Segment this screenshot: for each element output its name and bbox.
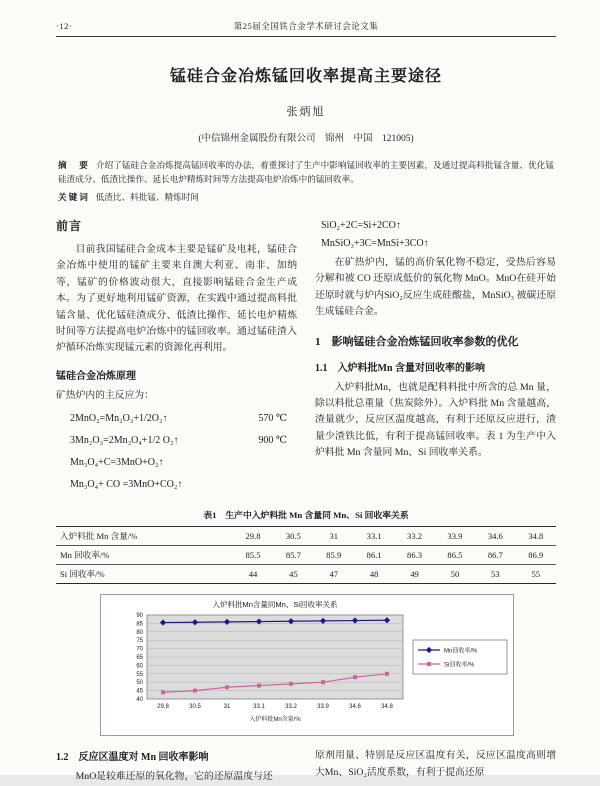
table-cell: 49 <box>394 565 434 584</box>
equation-row <box>56 408 297 430</box>
equation-formula: MnSiO₃+3C=MnSi+3CO↑ <box>321 238 429 249</box>
equation-formula: Mn₃O₄+ CO =3MnO+CO₂↑ <box>70 479 183 491</box>
equation-formula: 3Mn₂O₃=2Mn₃O₄+1/2 O₂↑ <box>70 435 179 447</box>
bottom-right-column <box>315 748 556 785</box>
table-cell: 31 <box>329 531 339 542</box>
right-column <box>315 217 556 496</box>
table-cell: 30.5 <box>285 531 301 542</box>
data-table-body <box>56 527 556 584</box>
section1-1-paragraph: 入炉料批Mn，也就是配料料批中所含的总 Mn 量，除以料批总重量（焦炭除外）。入炉料批 Mn 含量越高，渣量就少，反应区温度越高，有利于还原反应进行，渣量少渣铁比低，有利于提高锰回收率。表 1 为生产中入炉料批 Mn 含量同 Mn、Si 回收率关系。 <box>315 381 556 459</box>
principle-paragraph: 在矿热炉内，锰的高价氧化物不稳定，受热后容易分解和被 CO 还原成低价的氧化物 MnO。MnO在硅开始还原时就与炉内SiO₂反应生成硅酸盐，MnSiO₃ 被碳还原生成锰硅合金。 <box>315 257 556 318</box>
equation-formula: Mn₃O₄+C=3MnO+O₂↑ <box>70 457 164 469</box>
equation-temperature: 570 ℃ <box>258 413 287 425</box>
svg-text:60: 60 <box>136 663 143 670</box>
section1-2-heading: 1.2 反应区温度对 Mn 回收率影响 <box>56 752 209 764</box>
table-row <box>56 565 556 584</box>
table-cell: 85.9 <box>314 546 354 565</box>
svg-text:90: 90 <box>136 613 143 620</box>
chart-svg <box>100 594 514 736</box>
svg-text:33.1: 33.1 <box>253 704 265 711</box>
svg-text:50: 50 <box>136 680 143 687</box>
table-cell: 29.8 <box>245 531 261 542</box>
table-cell: 85.5 <box>233 546 273 565</box>
svg-text:34.6: 34.6 <box>349 704 361 711</box>
table-cell: 50 <box>435 565 475 584</box>
table-cell: 86.1 <box>354 546 394 565</box>
svg-text:30.5: 30.5 <box>189 704 201 711</box>
svg-text:45: 45 <box>136 688 143 695</box>
page-number: ·12· <box>56 21 73 31</box>
table-row-label: Mn 回收率/% <box>56 546 233 565</box>
table-cell: 33.1 <box>366 531 382 542</box>
two-column-body <box>56 217 556 496</box>
bottom-two-column <box>56 748 556 785</box>
svg-text:33.2: 33.2 <box>285 704 297 711</box>
svg-text:Mn回收率/%: Mn回收率/% <box>444 648 478 655</box>
author-name: 张炳旭 <box>286 106 326 118</box>
svg-text:入炉料批Mn含量/%: 入炉料批Mn含量/% <box>249 717 301 724</box>
equation-row <box>56 474 297 496</box>
journal-title: 第25届全国铁合金学术研讨会论文集 <box>233 21 379 31</box>
equation-row <box>56 452 297 474</box>
table-cell: 48 <box>354 565 394 584</box>
svg-text:Si回收率/%: Si回收率/% <box>444 662 475 669</box>
table-row <box>56 527 556 546</box>
svg-text:入炉料批Mn含量同Mn、Si回收率关系: 入炉料批Mn含量同Mn、Si回收率关系 <box>212 600 338 610</box>
table-cell: 34.6 <box>487 531 503 542</box>
foreword-paragraph: 目前我国锰硅合金成本主要是锰矿及电耗，锰硅合金冶炼中使用的锰矿主要来自澳大利亚、南非、加纳等，锰矿的价格波动很大，直接影响锰硅合金生产成本。为了更好地利用锰矿资源，在实践中通过提高料批锰含量、优化锰硅渣成分、低渣比操作、延长电炉精炼时间等方法提高电炉冶炼中的锰回收率。通过锰硅渣入炉循环冶炼实现锰元素的资源化再利用。 <box>56 244 297 354</box>
svg-text:70: 70 <box>136 646 143 653</box>
principle-heading: 锰硅合金冶炼原理 <box>56 370 136 382</box>
svg-text:65: 65 <box>136 655 143 662</box>
table-cell: 86.3 <box>394 546 434 565</box>
svg-text:75: 75 <box>136 638 143 645</box>
table-cell: 33.9 <box>447 531 463 542</box>
section1-2-left-paragraph: MnO是较难还原的氧化物，它的还原温度与还 <box>75 771 273 783</box>
svg-text:85: 85 <box>136 621 143 628</box>
bottom-left-column <box>56 748 297 785</box>
keywords-label: 关键词 <box>58 192 90 202</box>
table-caption: 表1 生产中入炉料批 Mn 含量同 Mn、Si 回收率关系 <box>203 510 409 521</box>
svg-text:34.8: 34.8 <box>381 704 393 711</box>
table-cell: 33.2 <box>407 531 423 542</box>
equation-row <box>56 430 297 452</box>
section1-2-right-paragraph: 原剂用量、特别是反应区温度有关，反应区温度高则增大Mn、SiO₂活度系数，有利于提高还原 <box>315 750 556 778</box>
chart-figure <box>100 594 512 736</box>
principle-intro: 矿热炉内的主反应为： <box>56 389 154 401</box>
equation-row <box>315 217 556 235</box>
foreword-heading: 前言 <box>56 219 83 233</box>
keywords-block <box>58 191 554 203</box>
equation-row <box>315 235 556 253</box>
abstract-text: 介绍了锰硅合金冶炼提高锰回收率的办法，着重探讨了生产中影响锰回收率的主要因素，及通过提高料批锰含量、优化锰硅渣成分、低渣比操作、延长电炉精炼时间等方法提高电炉冶炼中的锰回收率。 <box>58 160 554 184</box>
svg-text:31: 31 <box>223 704 231 711</box>
author-affiliation: (中信锦州金属股份有限公司 锦州 中国 121005) <box>198 134 414 144</box>
article-title: 锰硅合金冶炼锰回收率提高主要途径 <box>169 68 442 85</box>
running-head <box>56 20 556 37</box>
table-cell: 44 <box>233 565 273 584</box>
svg-text:29.8: 29.8 <box>157 704 169 711</box>
svg-text:40: 40 <box>136 697 143 704</box>
left-column <box>56 217 297 496</box>
keywords-text: 低渣比、料批锰、精炼时间 <box>95 192 199 202</box>
svg-text:55: 55 <box>136 672 143 679</box>
table-cell: 86.5 <box>435 546 475 565</box>
equation-formula: SiO₂+2C=Si+2CO↑ <box>321 220 401 231</box>
table-cell: 85.7 <box>273 546 313 565</box>
table-cell: 55 <box>516 565 556 584</box>
section1-heading: 1 影响锰硅合金冶炼锰回收率参数的优化 <box>315 335 519 348</box>
abstract-label: 摘 要 <box>58 160 90 170</box>
table-cell: 86.7 <box>475 546 515 565</box>
abstract-block <box>58 159 554 186</box>
table-cell: 86.9 <box>516 546 556 565</box>
table-row-label: 入炉料批 Mn 含量/% <box>60 531 138 542</box>
table-cell: 47 <box>314 565 354 584</box>
table-row-label: Si 回收率/% <box>56 565 233 584</box>
data-table <box>56 526 556 584</box>
table-block <box>56 508 556 584</box>
table-cell: 45 <box>273 565 313 584</box>
table-cell: 53 <box>475 565 515 584</box>
table-row <box>56 546 556 565</box>
equation-temperature: 900 ℃ <box>258 435 287 447</box>
section1-1-heading: 1.1 入炉料批Mn 含量对回收率的影响 <box>315 362 485 374</box>
equation-formula: 2MnO₂=Mn₂O₃+1/2O₂↑ <box>70 413 168 425</box>
svg-text:33.9: 33.9 <box>317 704 329 711</box>
table-cell: 34.8 <box>528 531 544 542</box>
svg-text:80: 80 <box>136 630 143 637</box>
